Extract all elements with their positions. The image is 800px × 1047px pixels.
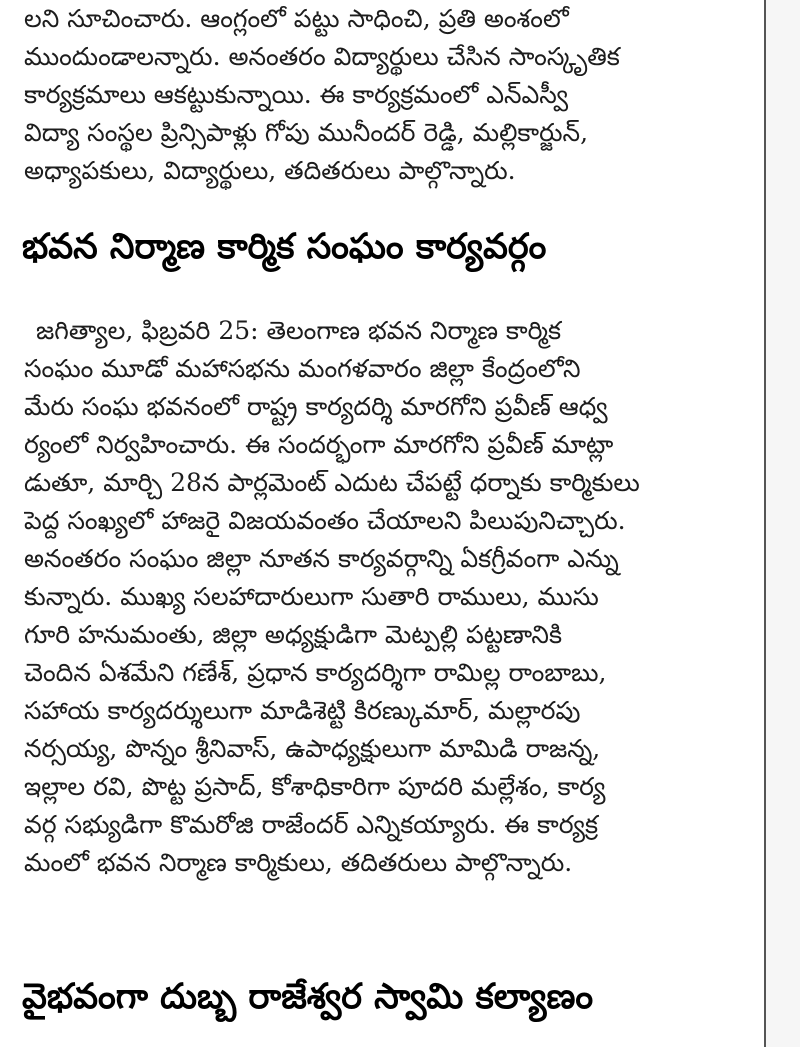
article-body bbox=[24, 312, 744, 882]
text-line: ర్యంలో నిర్వహించారు. ఈ సందర్భంగా మారగోని ప్రవీణ్ మాట్లా bbox=[24, 430, 614, 459]
text-line: పెద్ద సంఖ్యలో హాజరై విజయవంతం చేయాలని పిలుపునిచ్చారు. bbox=[24, 506, 626, 535]
text-line: ముందుండాలన్నారు. అనంతరం విద్యార్థులు చేసిన సాంస్కృతిక bbox=[24, 42, 620, 71]
text-line: సహాయ కార్యదర్శులుగా మాడిశెట్టి కిరణ్కుమార్, మల్లారపు bbox=[24, 696, 581, 725]
text-line: వర్గ సభ్యుడిగా కొమరోజి రాజేందర్ ఎన్నికయ్యారు. ఈ కార్యక్ర bbox=[24, 810, 599, 839]
text-line: చెందిన ఏశమేని గణేశ్, ప్రధాన కార్యదర్శిగా రామిల్ల రాంబాబు, bbox=[24, 658, 607, 687]
next-article-headline: వైభవంగా దుబ్బ రాజేశ్వర స్వామి కల్యాణం bbox=[22, 977, 594, 1017]
text-line: ఇల్లాల రవి, పొట్ట ప్రసాద్, కోశాధికారిగా పూదరి మల్లేశం, కార్య bbox=[24, 772, 606, 801]
text-line: అధ్యాపకులు, విద్యార్థులు, తదితరులు పాల్గొన్నారు. bbox=[24, 156, 516, 185]
text-line: జగిత్యాల, ఫిబ్రవరి 25: తెలంగాణ భవన నిర్మాణ కార్మిక bbox=[36, 316, 562, 345]
text-line: సంఘం మూడో మహాసభను మంగళవారం జిల్లా కేంద్రంలోని bbox=[24, 354, 581, 383]
text-line: లని సూచించారు. ఆంగ్లంలో పట్టు సాధించి, ప్రతి అంశంలో bbox=[24, 4, 569, 33]
text-line: మంలో భవన నిర్మాణ కార్మికులు, తదితరులు పాల్గొన్నారు. bbox=[24, 848, 573, 877]
text-line: విద్యా సంస్థల ప్రిన్సిపాళ్లు గోపు మునీందర్ రెడ్డి, మల్లికార్జున్, bbox=[24, 118, 589, 147]
text-line: గూరి హనుమంతు, జిల్లా అధ్యక్షుడిగా మెట్పల్లి పట్టణానికి bbox=[24, 620, 563, 649]
text-line: అనంతరం సంఘం జిల్లా నూతన కార్యవర్గాన్ని ఏకగ్రీవంగా ఎన్ను bbox=[24, 544, 619, 573]
text-line: కున్నారు. ముఖ్య సలహాదారులుగా సుతారి రాములు, ముసు bbox=[24, 582, 599, 611]
text-line: డుతూ, మార్చి 28న పార్లమెంట్ ఎదుట చేపట్టే ధర్నాకు కార్మికులు bbox=[24, 468, 640, 497]
article-headline: భవన నిర్మాణ కార్మిక సంఘం కార్యవర్గం bbox=[22, 227, 547, 267]
previous-article-tail bbox=[24, 0, 744, 190]
text-line: కార్యక్రమాలు ఆకట్టుకున్నాయి. ఈ కార్యక్రమంలో ఎన్ఎస్వీ bbox=[24, 80, 569, 109]
text-line: మేరు సంఘ భవనంలో రాష్ట్ర కార్యదర్శి మారగోని ప్రవీణ్ ఆధ్వ bbox=[24, 392, 608, 421]
page-margin bbox=[766, 0, 800, 1047]
text-line: నర్సయ్య, పొన్నం శ్రీనివాస్, ఉపాధ్యక్షులుగా మామిడి రాజన్న, bbox=[24, 734, 601, 763]
